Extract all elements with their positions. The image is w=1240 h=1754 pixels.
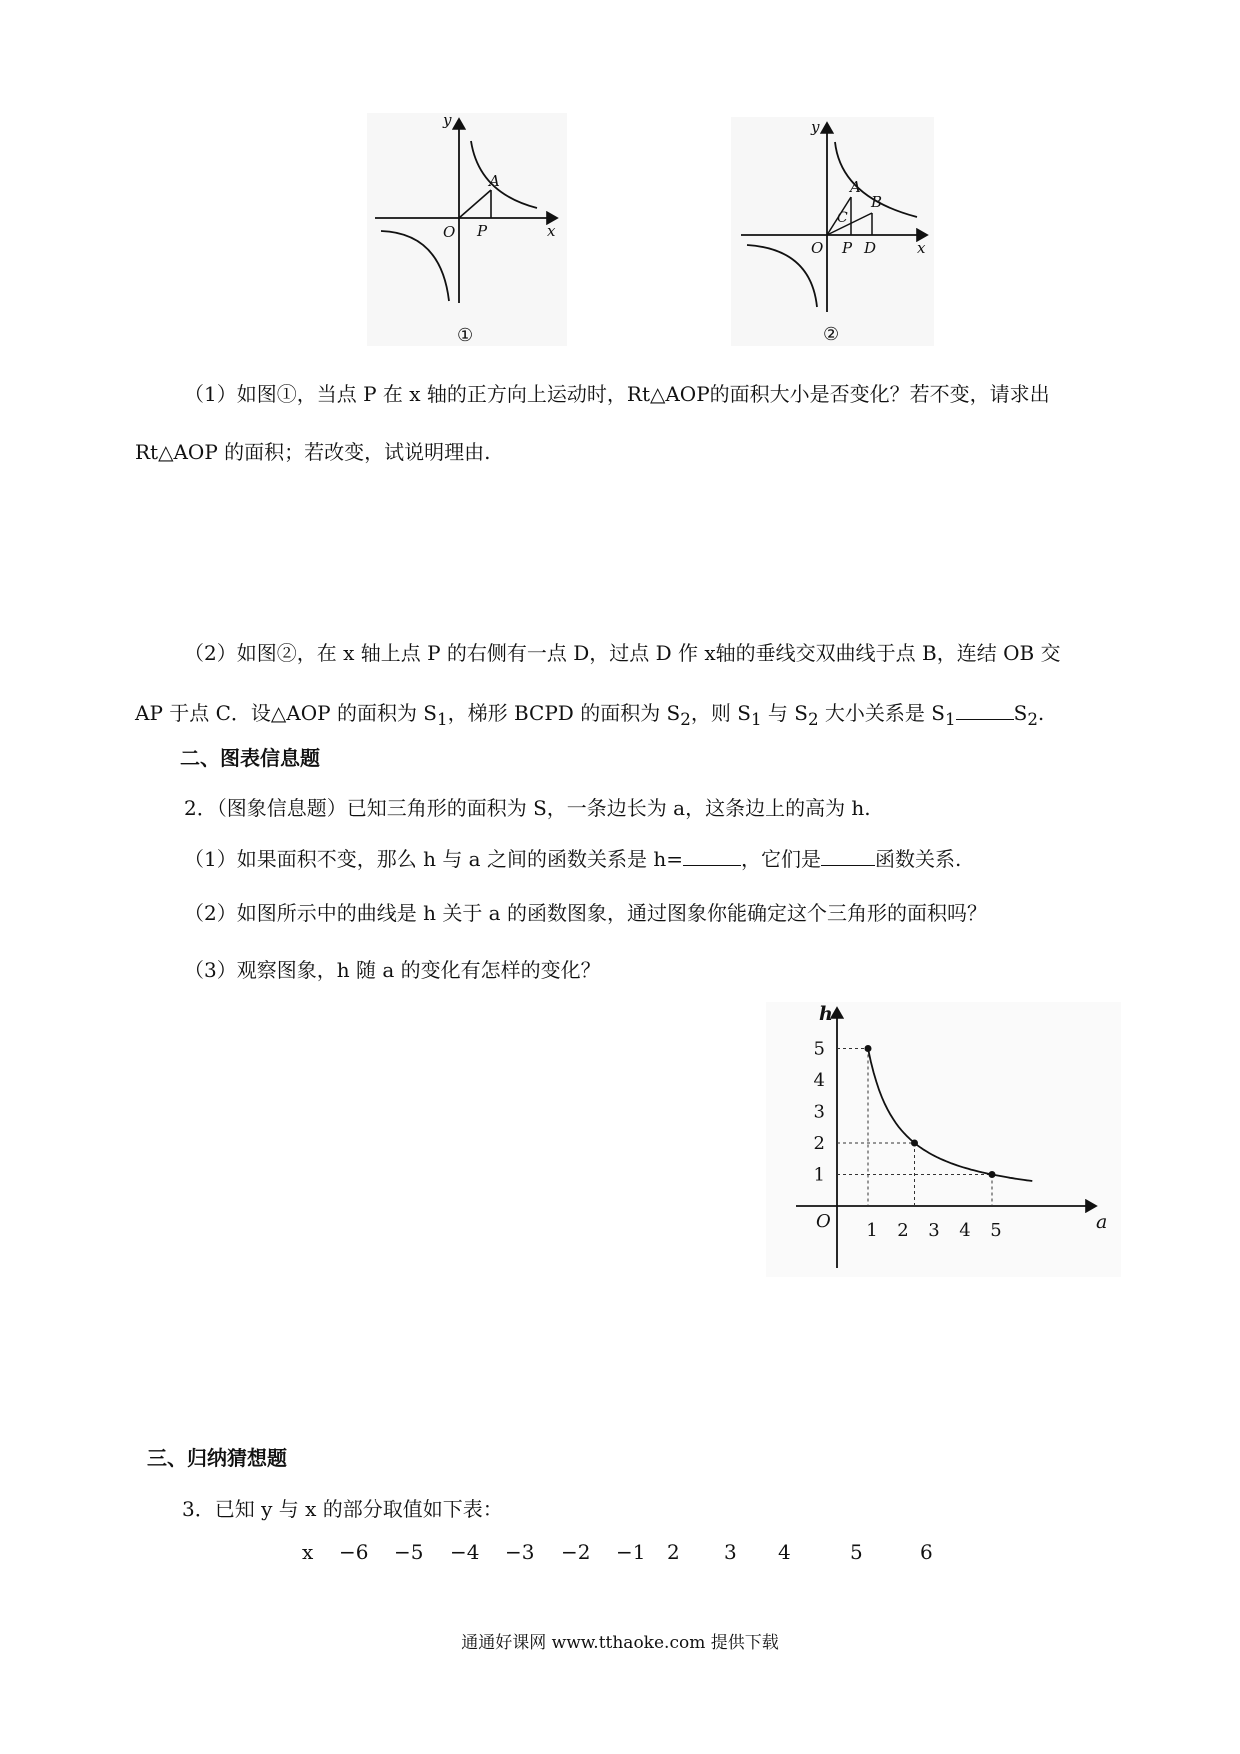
q1-part2-line2 [135, 699, 1044, 730]
q2-part2: （2）如图所示中的曲线是 h 关于 a 的函数图象，通过图象你能确定这个三角形的面积吗？ [184, 901, 987, 925]
q3-x-value: 4 [778, 1540, 791, 1564]
q1-part2-sub-2b: 2 [807, 710, 819, 729]
fig2-point-b: B [871, 193, 883, 211]
chart-marked-point [911, 1140, 918, 1147]
q1-part2-text-d: 与 S [761, 701, 808, 725]
q3-x-value: 6 [920, 1540, 933, 1564]
q3-x-value: −3 [505, 1540, 535, 1564]
q2-h-formula-blank[interactable] [683, 845, 741, 866]
q2-part1 [184, 845, 961, 871]
q3-x-value: 3 [724, 1540, 737, 1564]
q3-x-value: −1 [616, 1540, 646, 1564]
fig2-origin-label: O [811, 239, 824, 257]
fig1-x-label: x [547, 222, 556, 240]
q1-part2-sub-1a: 1 [437, 710, 448, 729]
q1-part2-text-b: ，梯形 BCPD 的面积为 S [447, 701, 681, 725]
chart-y-tick-label: 4 [813, 1070, 825, 1091]
fig2-x-label: x [917, 239, 926, 257]
chart-y-tick-label: 1 [813, 1164, 825, 1186]
chart-x-tick-label: 4 [959, 1220, 971, 1241]
q3-x-value: 5 [850, 1540, 863, 1564]
q1-answer-blank[interactable] [956, 699, 1014, 720]
chart-marked-point [989, 1171, 996, 1178]
h-vs-a-chart [766, 1002, 1121, 1277]
chart-y-tick-label: 2 [813, 1133, 825, 1154]
q1-part2-text-end: . [1037, 701, 1045, 725]
q3-x-value: −4 [450, 1540, 480, 1564]
q1-part2-sub-2a: 2 [680, 710, 691, 729]
q1-part2-sub-2c: 2 [1027, 710, 1038, 729]
chart-x-tick-label: 5 [990, 1220, 1002, 1241]
q2-part1-text-a: （1）如果面积不变，那么 h 与 a 之间的函数关系是 h= [184, 847, 683, 871]
q2-relation-blank[interactable] [821, 845, 875, 866]
fig2-caption: ② [823, 324, 840, 345]
fig2-point-d: D [864, 239, 877, 257]
footer-text: 通通好课网 www.tthaoke.com 提供下载 [461, 1633, 779, 1653]
q1-part2-text-a: AP 于点 C．设△AOP 的面积为 S [135, 701, 438, 725]
fig1-y-label: y [443, 113, 452, 129]
chart-x-tick-label: 3 [928, 1220, 940, 1241]
q3-x-value: −2 [561, 1540, 591, 1564]
figure-2 [731, 117, 934, 346]
chart-y-tick-label: 3 [813, 1101, 825, 1123]
section2-heading: 二、图表信息题 [180, 746, 320, 770]
chart-x-label: a [1096, 1211, 1108, 1233]
q3-x-value: 2 [667, 1540, 680, 1564]
q1-part1-line1: （1）如图①，当点 P 在 x 轴的正方向上运动时，Rt△AOP的面积大小是否变化？若不变，请求出 [184, 382, 1050, 406]
fig1-point-p: P [477, 222, 488, 240]
figure-1 [367, 113, 567, 346]
chart-y-tick-label: 5 [813, 1038, 825, 1060]
q1-part2-text-c: ，则 S [690, 701, 751, 725]
q1-part2-text-f: S [1013, 701, 1028, 725]
fig1-caption: ① [457, 325, 474, 346]
q2-part1-text-b: ，它们是 [740, 847, 821, 871]
fig2-point-c: C [837, 210, 848, 226]
q3-x-value: −6 [339, 1540, 369, 1564]
fig2-y-label: y [811, 118, 820, 136]
chart-y-label: h [819, 1003, 833, 1025]
fig2-point-a: A [850, 178, 861, 196]
fig2-point-p: P [842, 239, 853, 257]
chart-marked-point [865, 1045, 872, 1052]
q1-part2-text-e: 大小关系是 S [818, 701, 945, 725]
q2-part1-text-c: 函数关系. [874, 847, 962, 871]
q1-part1-line2: Rt△AOP 的面积；若改变，试说明理由. [135, 440, 491, 464]
chart-x-tick-label: 2 [897, 1220, 909, 1241]
chart-origin-label: O [816, 1211, 831, 1232]
q3-row-label: x [302, 1540, 314, 1564]
section3-heading: 三、归纳猜想题 [147, 1446, 287, 1470]
fig1-origin-label: O [443, 223, 456, 241]
q1-part2-line1: （2）如图②，在 x 轴上点 P 的右侧有一点 D，过点 D 作 x轴的垂线交双曲线于点 B，连结 OB 交 [184, 641, 1061, 665]
q3-x-value: −5 [394, 1540, 424, 1564]
q2-part3: （3）观察图象，h 随 a 的变化有怎样的变化？ [184, 958, 601, 982]
q1-part2-sub-1b: 1 [750, 710, 762, 729]
q1-part2-sub-1c: 1 [945, 710, 956, 729]
chart-x-tick-label: 1 [866, 1220, 878, 1241]
q3-stem: 3．已知 y 与 x 的部分取值如下表： [182, 1497, 503, 1521]
q2-stem: 2．（图象信息题）已知三角形的面积为 S，一条边长为 a，这条边上的高为 h. [184, 796, 871, 820]
chart-curve [868, 1049, 1032, 1182]
fig1-point-a: A [489, 172, 500, 190]
